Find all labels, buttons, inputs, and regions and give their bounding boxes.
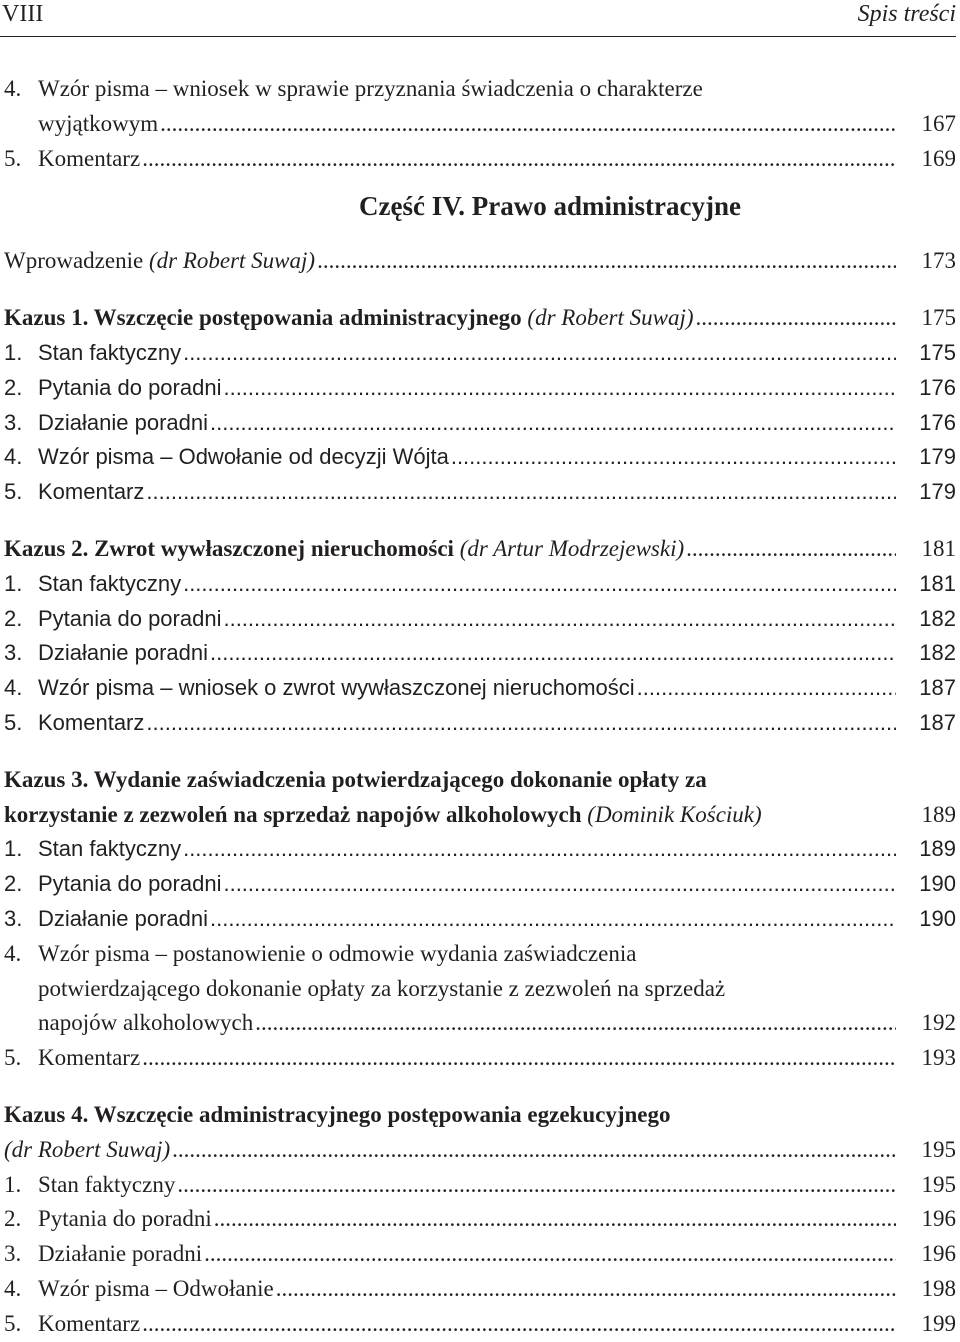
toc-entry[interactable]: napojów alkoholowych ..... 192 (4, 1006, 956, 1041)
running-header (0, 0, 956, 34)
leader-dots (210, 636, 896, 671)
leader-dots (183, 567, 896, 602)
toc-entry[interactable]: 4. Wzór pisma – wniosek o zwrot wywłaszczonej nieruchomości ..... 187 (4, 671, 956, 706)
toc-entry[interactable]: 5. Komentarz ..... 187 (4, 706, 956, 741)
running-title: Spis treści (857, 1, 956, 27)
leader-dots (210, 902, 896, 937)
leader-dots (142, 1041, 896, 1076)
leader-dots (317, 244, 896, 279)
header-rule (0, 36, 956, 37)
leader-dots (146, 706, 896, 741)
leader-dots (210, 406, 896, 441)
page-ref: 173 (921, 248, 956, 274)
toc-entry[interactable]: 2. Pytania do poradni ..... 176 (4, 371, 956, 406)
leader-dots (146, 475, 896, 510)
kazus-heading[interactable]: Kazus 2. Zwrot wywłaszczonej nieruchomości (dr Artur Modrzejewski) ..... 181 (4, 532, 956, 567)
part-title: Część IV. Prawo administracyjne (359, 191, 741, 222)
kazus-heading-line1: Kazus 3. Wydanie zaświadczenia potwierdzającego dokonanie opłaty za (4, 766, 707, 792)
page-ref: 189 (921, 801, 956, 827)
leader-dots (142, 142, 896, 177)
toc-entry[interactable]: 1. Stan faktyczny ..... 189 (4, 832, 956, 867)
leader-dots (172, 1133, 896, 1168)
toc-entry[interactable]: 5. Komentarz ..... 193 (4, 1041, 956, 1076)
kazus-heading[interactable]: korzystanie z zezwoleń na sprzedaż napojów alkoholowych (Dominik Kościuk) 189 (4, 798, 956, 833)
kazus-heading[interactable]: Kazus 1. Wszczęcie postępowania administracyjnego (dr Robert Suwaj) ..... 175 (4, 301, 956, 336)
toc-entry-multiline: 4. Wzór pisma – wniosek w sprawie przyznania świadczenia o charakterze (4, 76, 703, 101)
toc-entry[interactable]: 1. Stan faktyczny ..... 175 (4, 336, 956, 371)
toc-entry[interactable]: 2. Pytania do poradni ..... 182 (4, 602, 956, 637)
leader-dots (183, 336, 896, 371)
leader-dots (255, 1006, 896, 1041)
toc-entry-intro[interactable]: Wprowadzenie (dr Robert Suwaj) ..... 173 (4, 244, 956, 279)
toc-entry[interactable]: 5. Komentarz ..... 199 (4, 1307, 956, 1342)
leader-dots (637, 671, 896, 706)
leader-dots (183, 832, 896, 867)
leader-dots (223, 602, 896, 637)
page-ref: 195 (921, 1136, 956, 1162)
toc-entry[interactable]: 4. Wzór pisma – Odwołanie ..... 198 (4, 1272, 956, 1307)
toc-entry[interactable]: 3. Działanie poradni ..... 196 (4, 1237, 956, 1272)
leader-dots (177, 1168, 896, 1203)
toc-entry[interactable]: 2. Pytania do poradni ..... 196 (4, 1202, 956, 1237)
leader-dots (686, 532, 896, 567)
toc-entry[interactable]: 3. Działanie poradni ..... 190 (4, 902, 956, 937)
page-ref: 175 (921, 305, 956, 331)
leader-dots (451, 440, 896, 475)
toc-entry[interactable]: 5. Komentarz ..... 169 (4, 142, 956, 177)
kazus-heading-line1: Kazus 4. Wszczęcie administracyjnego postępowania egzekucyjnego (4, 1101, 671, 1127)
toc-content (4, 72, 956, 1342)
leader-dots (214, 1202, 896, 1237)
page-ref: 169 (921, 145, 956, 171)
toc-entry[interactable]: wyjątkowym ..... 167 (4, 107, 956, 142)
kazus-heading[interactable]: (dr Robert Suwaj) ..... 195 (4, 1133, 956, 1168)
leader-dots (276, 1272, 896, 1307)
leader-dots (223, 867, 896, 902)
toc-entry[interactable]: 1. Stan faktyczny ..... 195 (4, 1168, 956, 1203)
toc-entry[interactable]: 2. Pytania do poradni ..... 190 (4, 867, 956, 902)
page-number-roman: VIII (2, 1, 44, 27)
leader-dots (160, 107, 896, 142)
leader-dots (204, 1237, 896, 1272)
leader-dots (142, 1307, 896, 1342)
toc-entry[interactable]: 3. Działanie poradni ..... 176 (4, 406, 956, 441)
page-ref: 181 (921, 535, 956, 561)
leader-dots (696, 301, 896, 336)
toc-entry[interactable]: 5. Komentarz ..... 179 (4, 475, 956, 510)
page-ref: 167 (921, 110, 956, 136)
toc-entry-multiline: potwierdzającego dokonanie opłaty za korzystanie z zezwoleń na sprzedaż (38, 975, 726, 1001)
leader-dots (223, 371, 896, 406)
toc-entry[interactable]: 1. Stan faktyczny ..... 181 (4, 567, 956, 602)
toc-entry[interactable]: 3. Działanie poradni ..... 182 (4, 636, 956, 671)
toc-entry-multiline: 4. Wzór pisma – postanowienie o odmowie wydania zaświadczenia (4, 940, 637, 966)
toc-entry[interactable]: 4. Wzór pisma – Odwołanie od decyzji Wójta ..... 179 (4, 440, 956, 475)
